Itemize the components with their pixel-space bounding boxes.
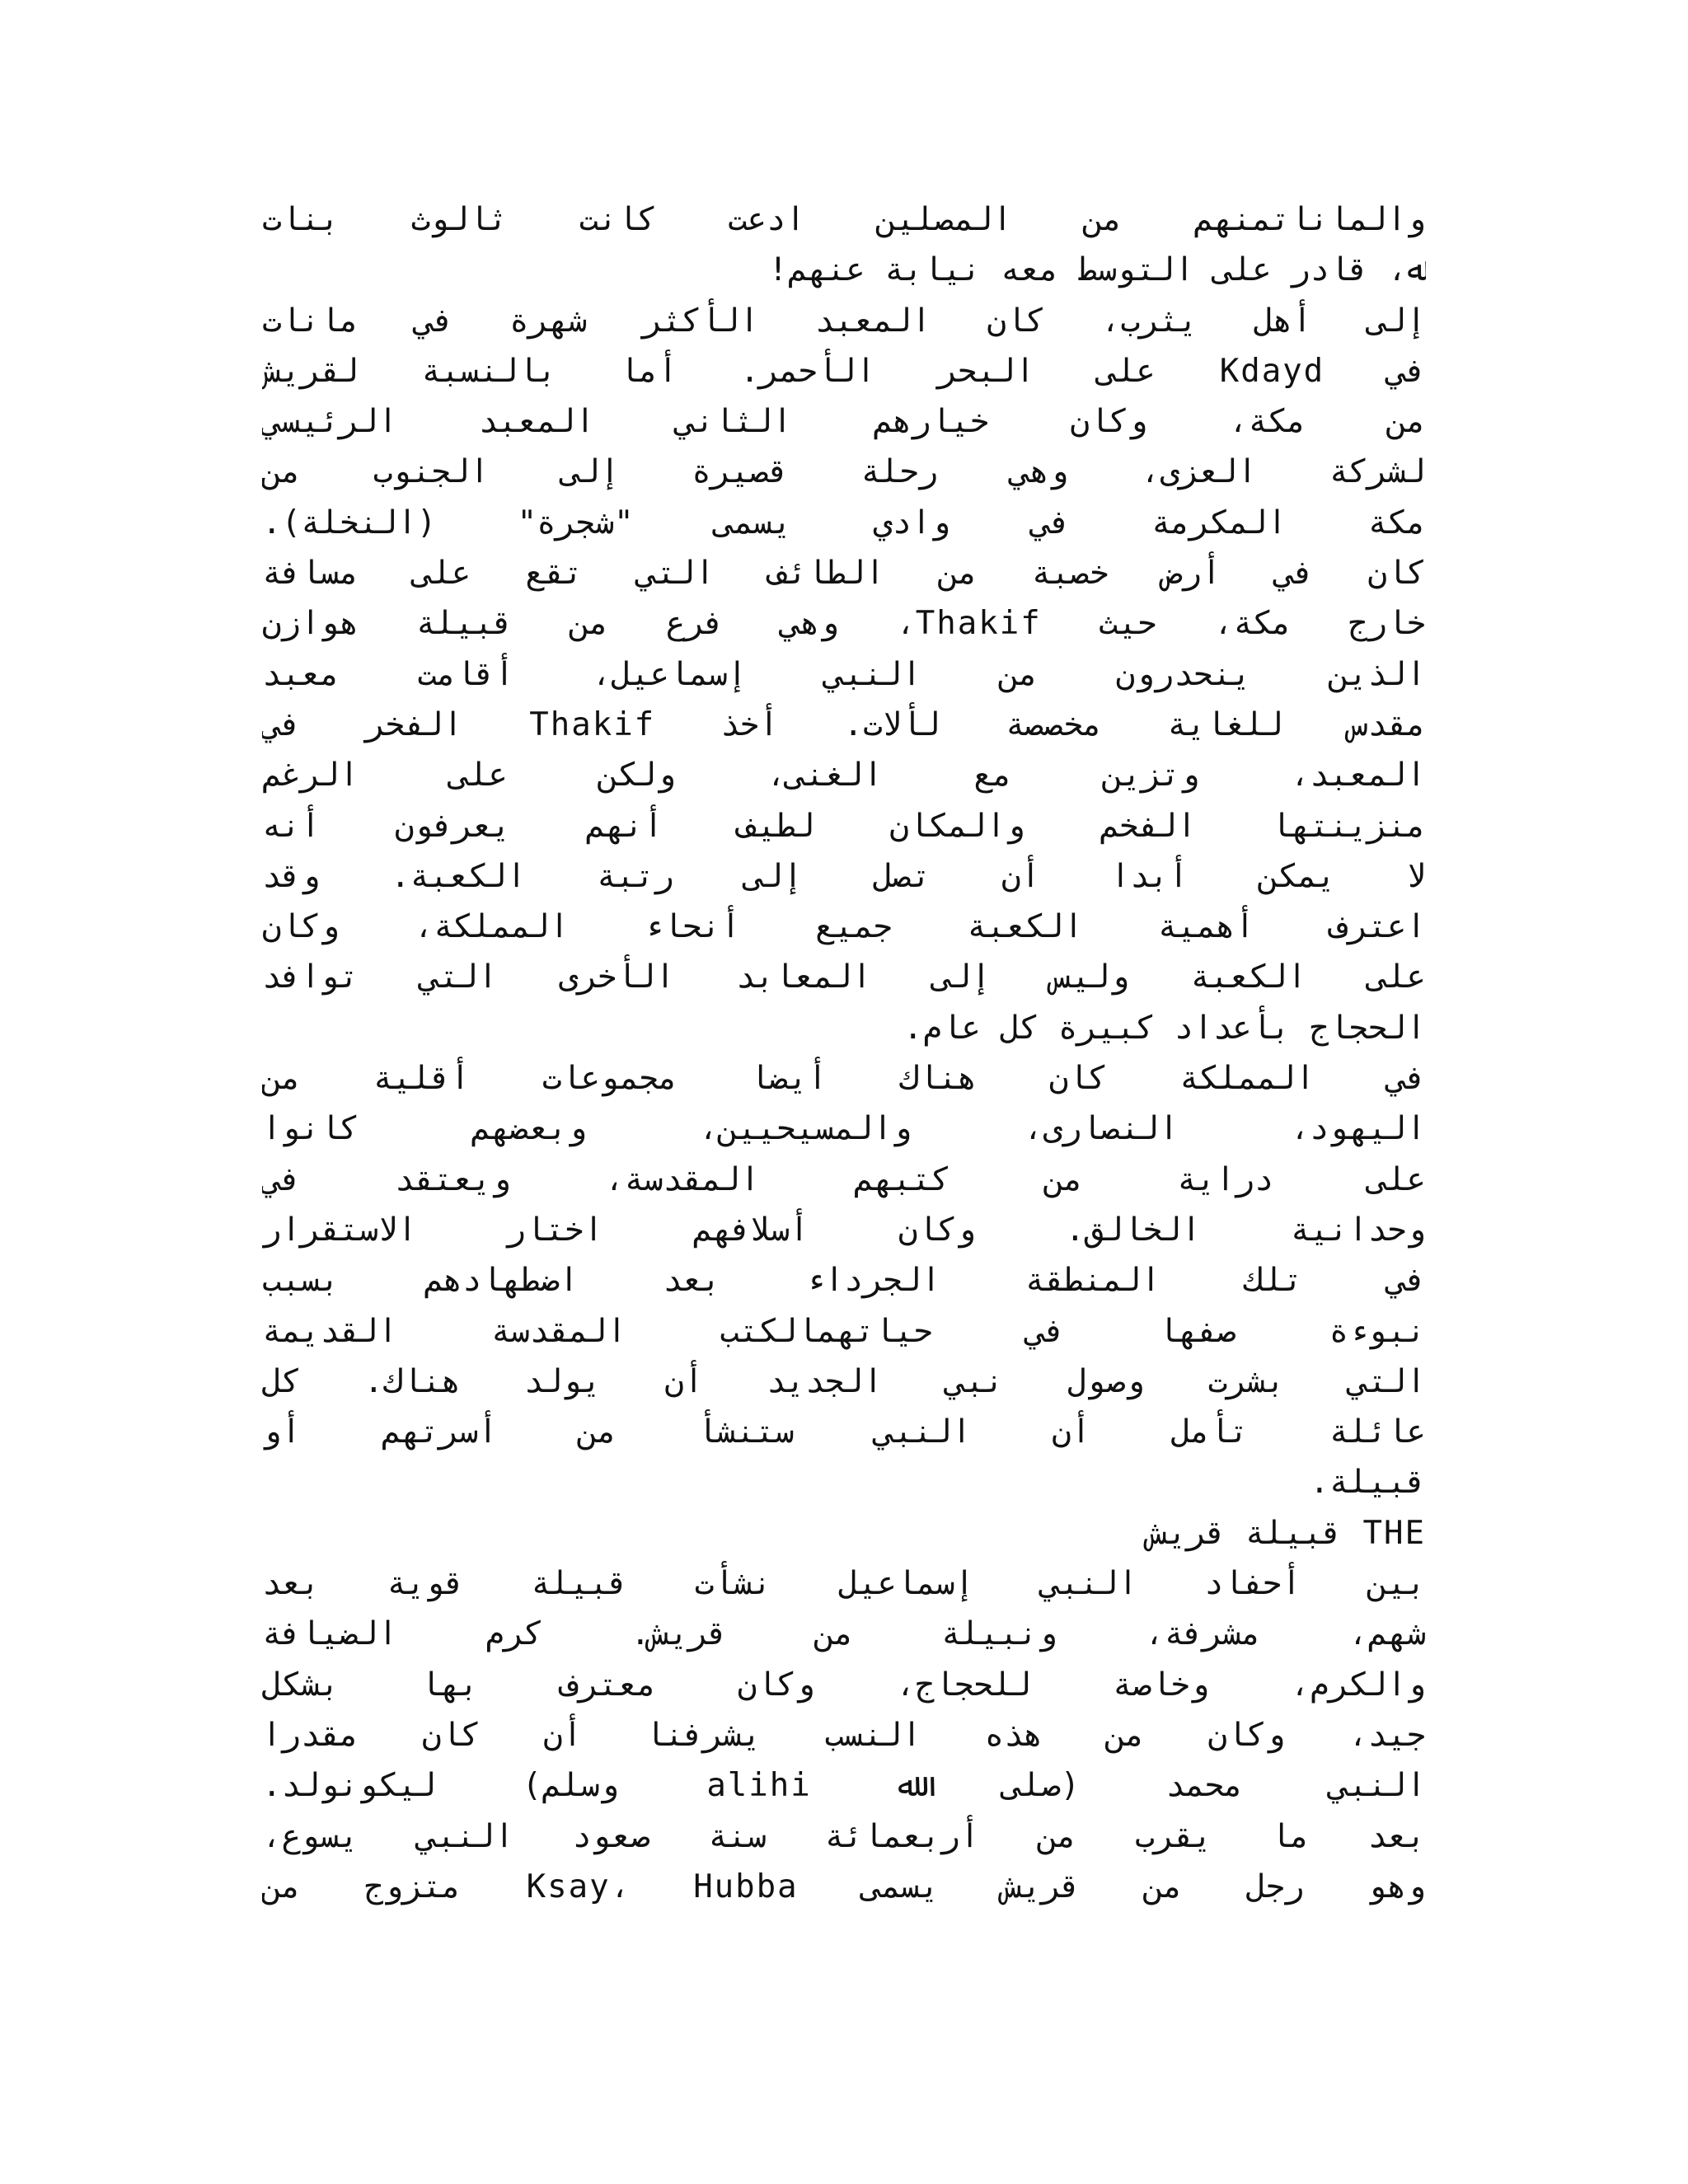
text-line: ﷲ، قادر على التوسط معه نيابة عنهم! [768, 251, 1426, 289]
text-line: والماناتمنهم من المصلين ادعت كانت ثالوث بنات [262, 201, 1426, 238]
text-line: قبيلة. [1310, 1464, 1426, 1502]
text-line: جيد، وكان من هذه النسب يشرفنا أن كان مقدرا [262, 1716, 1426, 1754]
text-line: مكة المكرمة في وادي يسمى "شجرة" (النخلة). [262, 504, 1426, 541]
text-line: لشركة العزى، وهي رحلة قصيرة إلى الجنوب من [262, 453, 1426, 491]
text-line: إلى أهل يثرب، كان المعبد الأكثر شهرة في مانات [262, 302, 1426, 340]
text-line: منزينتها الفخم والمكان لطيف أنهم يعرفون أنه [262, 807, 1426, 845]
text-line: المعبد، وتزين مع الغنى، ولكن على الرغم [262, 757, 1426, 794]
text-line: وحدانية الخالق. وكان أسلافهم اختار الاستقرار [262, 1211, 1426, 1249]
text-line: في Kdayd على البحر الأحمر. أما بالنسبة لقريش [262, 352, 1426, 390]
text-line: في تلك المنطقة الجرداء بعد اضطهادهم بسبب [262, 1262, 1426, 1300]
text-line: وهو رجل من قريش يسمى Ksay، Hubba متزوج من [262, 1868, 1426, 1905]
text-line: على دراية من كتبهم المقدسة، ويعتقد في [262, 1160, 1426, 1198]
text-line: والكرم، وخاصة للحجاج، وكان معترف بها بشكل [262, 1666, 1426, 1704]
text-line: شهم، مشرفة، ونبيلة من قريش. كرم الضيافة [262, 1615, 1426, 1653]
text-line: النبي محمد (صلى ﷲ alihi وسلم) ليكونولد. [262, 1767, 1426, 1805]
text-line: في المملكة كان هناك أيضا مجموعات أقلية من [262, 1060, 1426, 1098]
text-line: خارج مكة، حيث Thakif، وهي فرع من قبيلة هوازن [262, 605, 1426, 643]
text-line: التي بشرت وصول نبي الجديد أن يولد هناك. كل [262, 1362, 1426, 1400]
text-line: نبوءة صفها في حياتهمالكتب المقدسة القديمة [262, 1312, 1426, 1350]
text-line: الحجاج بأعداد كبيرة كل عام. [903, 1009, 1426, 1047]
text-line: كان في أرض خصبة من الطائف التي تقع على مسافة [262, 555, 1426, 593]
text-line: من مكة، وكان خيارهم الثاني المعبد الرئيسي [262, 403, 1426, 441]
text-line: بعد ما يقرب من أربعمائة سنة صعود النبي يسوع، [262, 1817, 1426, 1855]
text-line: اعترف أهمية الكعبة جميع أنحاء المملكة، وكان [262, 908, 1426, 946]
text-line: مقدس للغاية مخصصة لألات. أخذ Thakif الفخر في [262, 705, 1426, 743]
text-line: THE قبيلة قريش [1148, 1514, 1426, 1552]
text-line: على الكعبة وليس إلى المعابد الأخرى التي توافد [262, 958, 1426, 996]
text-line: عائلة تأمل أن النبي ستنشأ من أسرتهم أو [262, 1413, 1426, 1451]
text-line: الذين ينحدرون من النبي إسماعيل، أقامت معبد [262, 655, 1426, 693]
text-line: لا يمكن أبدا أن تصل إلى رتبة الكعبة. وقد [262, 857, 1426, 895]
text-line: اليهود، النصارى، والمسيحيين، وبعضهم كانوا [262, 1110, 1426, 1148]
text-line: بين أحفاد النبي إسماعيل نشأت قبيلة قوية بعد [262, 1565, 1426, 1603]
body-text [262, 194, 1426, 1912]
